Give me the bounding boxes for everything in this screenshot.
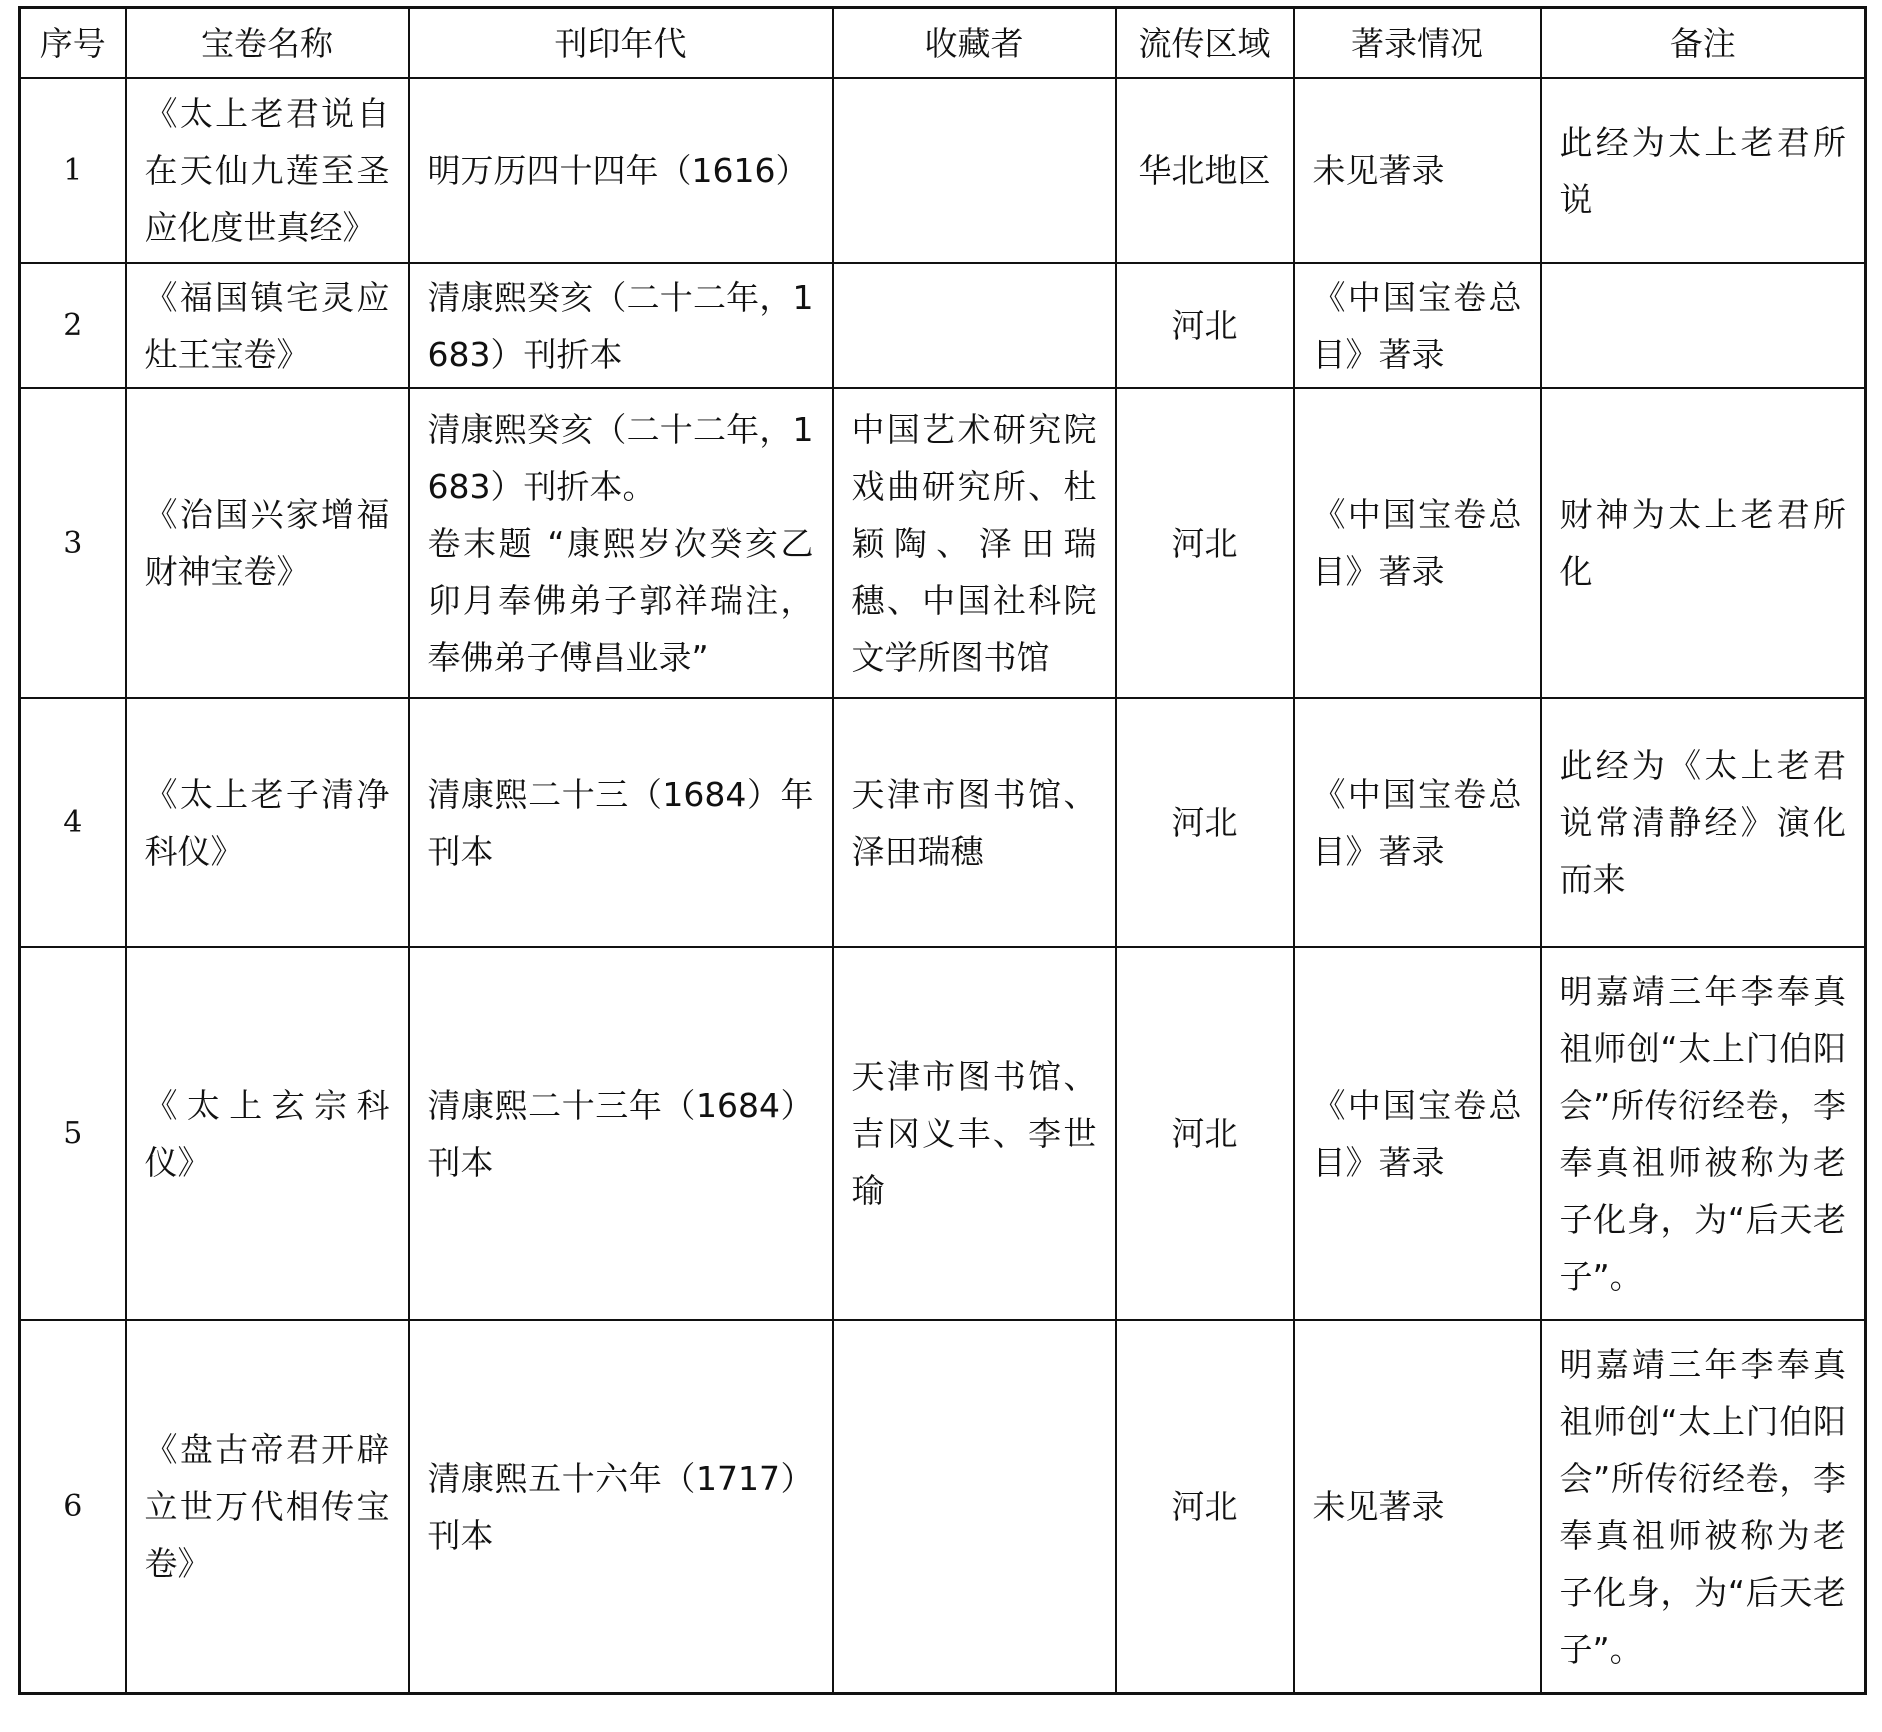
table-row — [20, 388, 1866, 698]
cell-note: 财神为太上老君所化 — [1541, 388, 1866, 698]
cell-date — [409, 388, 833, 698]
cell-no: 3 — [20, 388, 126, 698]
baojuan-table — [18, 6, 1867, 1695]
cell-record: 《中国宝卷总目》著录 — [1294, 263, 1541, 388]
cell-record: 未见著录 — [1294, 1320, 1541, 1694]
cell-name: 《治国兴家增福财神宝卷》 — [126, 388, 409, 698]
table-row — [20, 698, 1866, 947]
cell-collector — [833, 1320, 1116, 1694]
cell-date: 明万历四十四年（1616） — [409, 78, 833, 263]
cell-note — [1541, 263, 1866, 388]
cell-note: 明嘉靖三年李奉真祖师创“太上门伯阳会”所传衍经卷，李奉真祖师被称为老子化身，为“后天老子”。 — [1541, 947, 1866, 1320]
table-row — [20, 78, 1866, 263]
cell-name: 《福国镇宅灵应灶王宝卷》 — [126, 263, 409, 388]
cell-no: 2 — [20, 263, 126, 388]
cell-name: 《太上老君说自在天仙九莲至圣应化度世真经》 — [126, 78, 409, 263]
table-row — [20, 947, 1866, 1320]
cell-collector: 天津市图书馆、泽田瑞穗 — [833, 698, 1116, 947]
cell-date-main: 清康熙癸亥（二十二年，1683）刊折本。 — [427, 409, 814, 506]
cell-region: 河北 — [1116, 947, 1294, 1320]
cell-name: 《盘古帝君开辟立世万代相传宝卷》 — [126, 1320, 409, 1694]
cell-record: 《中国宝卷总目》著录 — [1294, 388, 1541, 698]
header-row — [20, 8, 1866, 79]
cell-collector: 天津市图书馆、吉冈义丰、李世瑜 — [833, 947, 1116, 1320]
cell-no: 5 — [20, 947, 126, 1320]
cell-note: 明嘉靖三年李奉真祖师创“太上门伯阳会”所传衍经卷，李奉真祖师被称为老子化身，为“后天老子”。 — [1541, 1320, 1866, 1694]
cell-note: 此经为《太上老君说常清静经》演化而来 — [1541, 698, 1866, 947]
cell-region: 河北 — [1116, 263, 1294, 388]
cell-note: 此经为太上老君所说 — [1541, 78, 1866, 263]
cell-name: 《太上老子清净科仪》 — [126, 698, 409, 947]
cell-no: 1 — [20, 78, 126, 263]
cell-region: 河北 — [1116, 1320, 1294, 1694]
document-table-container — [18, 6, 1864, 1695]
cell-no: 6 — [20, 1320, 126, 1694]
cell-region: 河北 — [1116, 698, 1294, 947]
header-record: 著录情况 — [1294, 8, 1541, 79]
cell-collector — [833, 263, 1116, 388]
cell-date-inscription: 卷末题 “康熙岁次癸亥乙卯月奉佛弟子郭祥瑞注，奉佛弟子傅昌业录” — [427, 523, 814, 677]
header-date: 刊印年代 — [409, 8, 833, 79]
cell-record: 《中国宝卷总目》著录 — [1294, 698, 1541, 947]
cell-no: 4 — [20, 698, 126, 947]
cell-region: 华北地区 — [1116, 78, 1294, 263]
cell-region: 河北 — [1116, 388, 1294, 698]
header-region: 流传区域 — [1116, 8, 1294, 79]
cell-date: 清康熙癸亥（二十二年，1683）刊折本 — [409, 263, 833, 388]
table-row — [20, 1320, 1866, 1694]
cell-date: 清康熙二十三年（1684）刊本 — [409, 947, 833, 1320]
header-note: 备注 — [1541, 8, 1866, 79]
cell-record: 《中国宝卷总目》著录 — [1294, 947, 1541, 1320]
cell-collector — [833, 78, 1116, 263]
header-collector: 收藏者 — [833, 8, 1116, 79]
cell-date: 清康熙五十六年（1717）刊本 — [409, 1320, 833, 1694]
cell-collector: 中国艺术研究院戏曲研究所、杜颖陶、泽田瑞穗、中国社科院文学所图书馆 — [833, 388, 1116, 698]
cell-name: 《太上玄宗科仪》 — [126, 947, 409, 1320]
cell-record: 未见著录 — [1294, 78, 1541, 263]
cell-date: 清康熙二十三（1684）年刊本 — [409, 698, 833, 947]
header-name: 宝卷名称 — [126, 8, 409, 79]
table-row — [20, 263, 1866, 388]
header-no: 序号 — [20, 8, 126, 79]
